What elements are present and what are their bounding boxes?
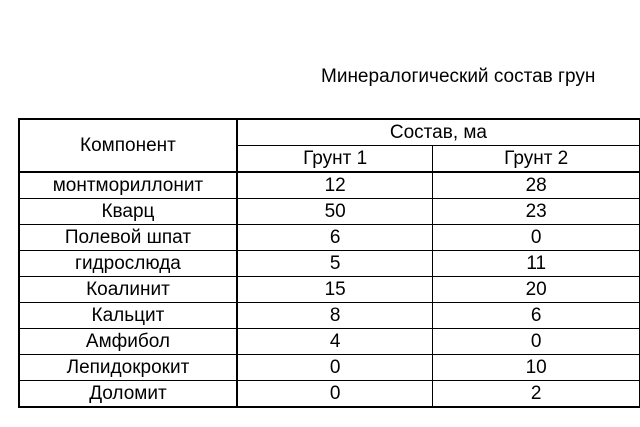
soil-1-value: 12 xyxy=(237,172,433,199)
soil-2-header: Грунт 2 xyxy=(433,146,640,173)
table-row xyxy=(19,225,640,251)
soil-2-value: 2 xyxy=(433,381,640,408)
soil-2-value: 0 xyxy=(433,225,640,251)
component-name: Полевой шпат xyxy=(19,225,237,251)
soil-2-value: 23 xyxy=(433,199,640,225)
soil-1-value: 0 xyxy=(237,381,433,408)
soil-2-value: 6 xyxy=(433,303,640,329)
soil-2-value: 10 xyxy=(433,355,640,381)
table-row xyxy=(19,329,640,355)
soil-1-value: 0 xyxy=(237,355,433,381)
component-name: гидрослюда xyxy=(19,251,237,277)
soil-1-value: 15 xyxy=(237,277,433,303)
soil-1-value: 6 xyxy=(237,225,433,251)
soil-2-value: 0 xyxy=(433,329,640,355)
soil-1-value: 50 xyxy=(237,199,433,225)
soil-1-header: Грунт 1 xyxy=(237,146,433,173)
component-name: Коалинит xyxy=(19,277,237,303)
table-row xyxy=(19,303,640,329)
component-name: Лепидокрокит xyxy=(19,355,237,381)
component-name: Доломит xyxy=(19,381,237,408)
component-name: монтмориллонит xyxy=(19,172,237,199)
component-name: Кальцит xyxy=(19,303,237,329)
table-row xyxy=(19,251,640,277)
table-row xyxy=(19,172,640,199)
mineral-composition-table xyxy=(18,118,640,408)
component-name: Кварц xyxy=(19,199,237,225)
table-row xyxy=(19,199,640,225)
soil-2-value: 20 xyxy=(433,277,640,303)
soil-2-value: 28 xyxy=(433,172,640,199)
soil-2-value: 11 xyxy=(433,251,640,277)
component-name: Амфибол xyxy=(19,329,237,355)
composition-column-header: Состав, ма xyxy=(237,119,640,146)
soil-1-value: 5 xyxy=(237,251,433,277)
table-row xyxy=(19,277,640,303)
soil-1-value: 4 xyxy=(237,329,433,355)
table-row xyxy=(19,381,640,408)
table-row xyxy=(19,355,640,381)
table-caption: Минералогический состав грун xyxy=(321,66,596,87)
soil-1-value: 8 xyxy=(237,303,433,329)
component-column-header: Компонент xyxy=(19,119,237,172)
